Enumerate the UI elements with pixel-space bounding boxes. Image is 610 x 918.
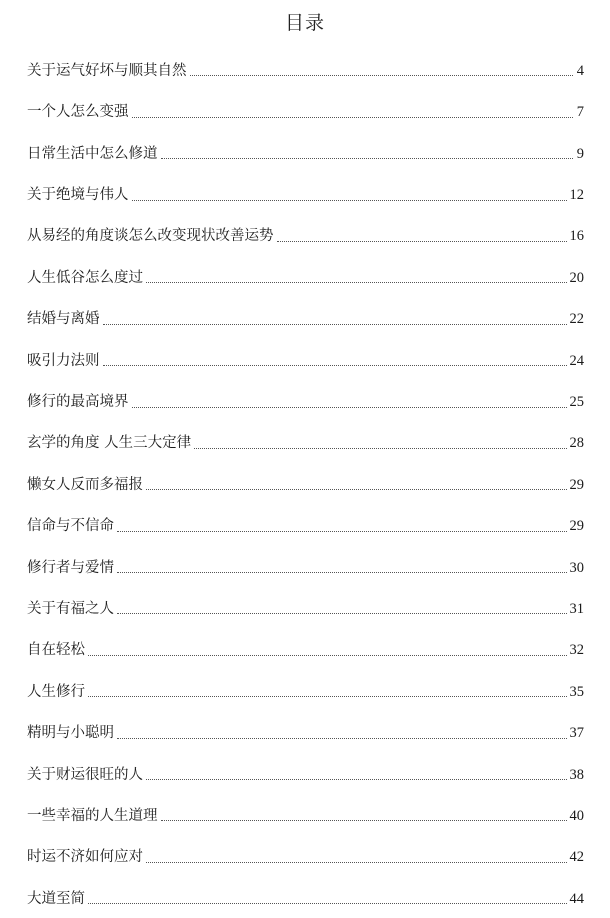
toc-entry-page: 22 — [569, 311, 584, 328]
toc-entry[interactable] — [27, 337, 584, 378]
toc-entry[interactable] — [27, 461, 584, 502]
toc-title: 目录 — [284, 12, 325, 34]
toc-entry-title: 关于绝境与伟人 — [27, 187, 129, 204]
toc-entry-page: 25 — [569, 394, 584, 411]
toc-entry[interactable] — [27, 295, 584, 336]
toc-entry[interactable] — [27, 751, 584, 792]
toc-entry[interactable] — [27, 502, 584, 543]
toc-entry-page: 38 — [569, 766, 584, 783]
dot-leader — [146, 862, 567, 863]
toc-entry-page: 24 — [569, 352, 584, 369]
toc-entry-page: 29 — [569, 476, 584, 493]
toc-entry-title: 人生低谷怎么度过 — [27, 269, 143, 286]
dot-leader — [117, 738, 567, 739]
toc-entry-title: 修行的最高境界 — [27, 394, 129, 411]
toc-entry-title: 关于运气好坏与顺其自然 — [27, 62, 187, 79]
toc-entry-page: 7 — [576, 104, 584, 121]
toc-entry-title: 一个人怎么变强 — [27, 104, 129, 121]
toc-entry-page: 35 — [569, 683, 584, 700]
toc-entry-title: 结婚与离婚 — [27, 311, 100, 328]
toc-entry-page: 9 — [576, 145, 584, 162]
toc-entry-page: 37 — [569, 725, 584, 742]
toc-entry-page: 12 — [569, 187, 584, 204]
toc-entry[interactable] — [27, 213, 584, 254]
toc-entry-page: 29 — [569, 518, 584, 535]
toc-entry[interactable] — [27, 792, 584, 833]
dot-leader — [277, 241, 567, 242]
toc-entry-page: 28 — [569, 435, 584, 452]
toc-entry-title: 人生修行 — [27, 683, 85, 700]
dot-leader — [117, 613, 567, 614]
toc-entry-title: 大道至简 — [27, 890, 85, 907]
toc-entry-title: 一些幸福的人生道理 — [27, 807, 158, 824]
toc-entry-page: 40 — [569, 807, 584, 824]
toc-entry-title: 日常生活中怎么修道 — [27, 145, 158, 162]
toc-entry-title: 玄学的角度 人生三大定律 — [27, 435, 192, 452]
dot-leader — [103, 324, 567, 325]
toc-entry-title: 修行者与爱情 — [27, 559, 114, 576]
dot-leader — [194, 448, 566, 449]
dot-leader — [88, 696, 567, 697]
toc-entry-title: 吸引力法则 — [27, 352, 100, 369]
dot-leader — [117, 572, 567, 573]
toc-entry-page: 32 — [569, 642, 584, 659]
toc-entry[interactable] — [27, 171, 584, 212]
toc-entry-page: 31 — [569, 600, 584, 617]
toc-entry[interactable] — [27, 709, 584, 750]
toc-entry[interactable] — [27, 544, 584, 585]
dot-leader — [161, 158, 574, 159]
toc-list — [27, 47, 584, 916]
toc-entry[interactable] — [27, 875, 584, 916]
dot-leader — [190, 75, 574, 76]
toc-entry[interactable] — [27, 585, 584, 626]
toc-entry-title: 懒女人反而多福报 — [27, 476, 143, 493]
toc-entry-title: 关于有福之人 — [27, 600, 114, 617]
toc-entry[interactable] — [27, 833, 584, 874]
toc-entry-page: 44 — [569, 890, 584, 907]
toc-entry-page: 4 — [576, 62, 584, 79]
toc-entry[interactable] — [27, 130, 584, 171]
toc-entry-title: 信命与不信命 — [27, 518, 114, 535]
toc-entry-title: 自在轻松 — [27, 642, 85, 659]
toc-entry[interactable] — [27, 47, 584, 88]
toc-entry[interactable] — [27, 254, 584, 295]
dot-leader — [88, 655, 567, 656]
toc-entry[interactable] — [27, 668, 584, 709]
toc-entry-page: 30 — [569, 559, 584, 576]
toc-entry-title: 关于财运很旺的人 — [27, 766, 143, 783]
toc-entry-title: 时运不济如何应对 — [27, 849, 143, 866]
dot-leader — [117, 531, 567, 532]
toc-entry-page: 42 — [569, 849, 584, 866]
dot-leader — [146, 489, 567, 490]
dot-leader — [88, 903, 567, 904]
toc-entry-title: 从易经的角度谈怎么改变现状改善运势 — [27, 228, 274, 245]
dot-leader — [132, 200, 567, 201]
toc-entry[interactable] — [27, 626, 584, 667]
toc-entry-page: 20 — [569, 269, 584, 286]
dot-leader — [146, 282, 567, 283]
toc-entry-title: 精明与小聪明 — [27, 725, 114, 742]
dot-leader — [103, 365, 567, 366]
dot-leader — [146, 779, 567, 780]
toc-entry[interactable] — [27, 88, 584, 129]
dot-leader — [161, 820, 567, 821]
toc-entry-page: 16 — [569, 228, 584, 245]
dot-leader — [132, 117, 574, 118]
toc-entry[interactable] — [27, 420, 584, 461]
dot-leader — [132, 407, 567, 408]
toc-entry[interactable] — [27, 378, 584, 419]
